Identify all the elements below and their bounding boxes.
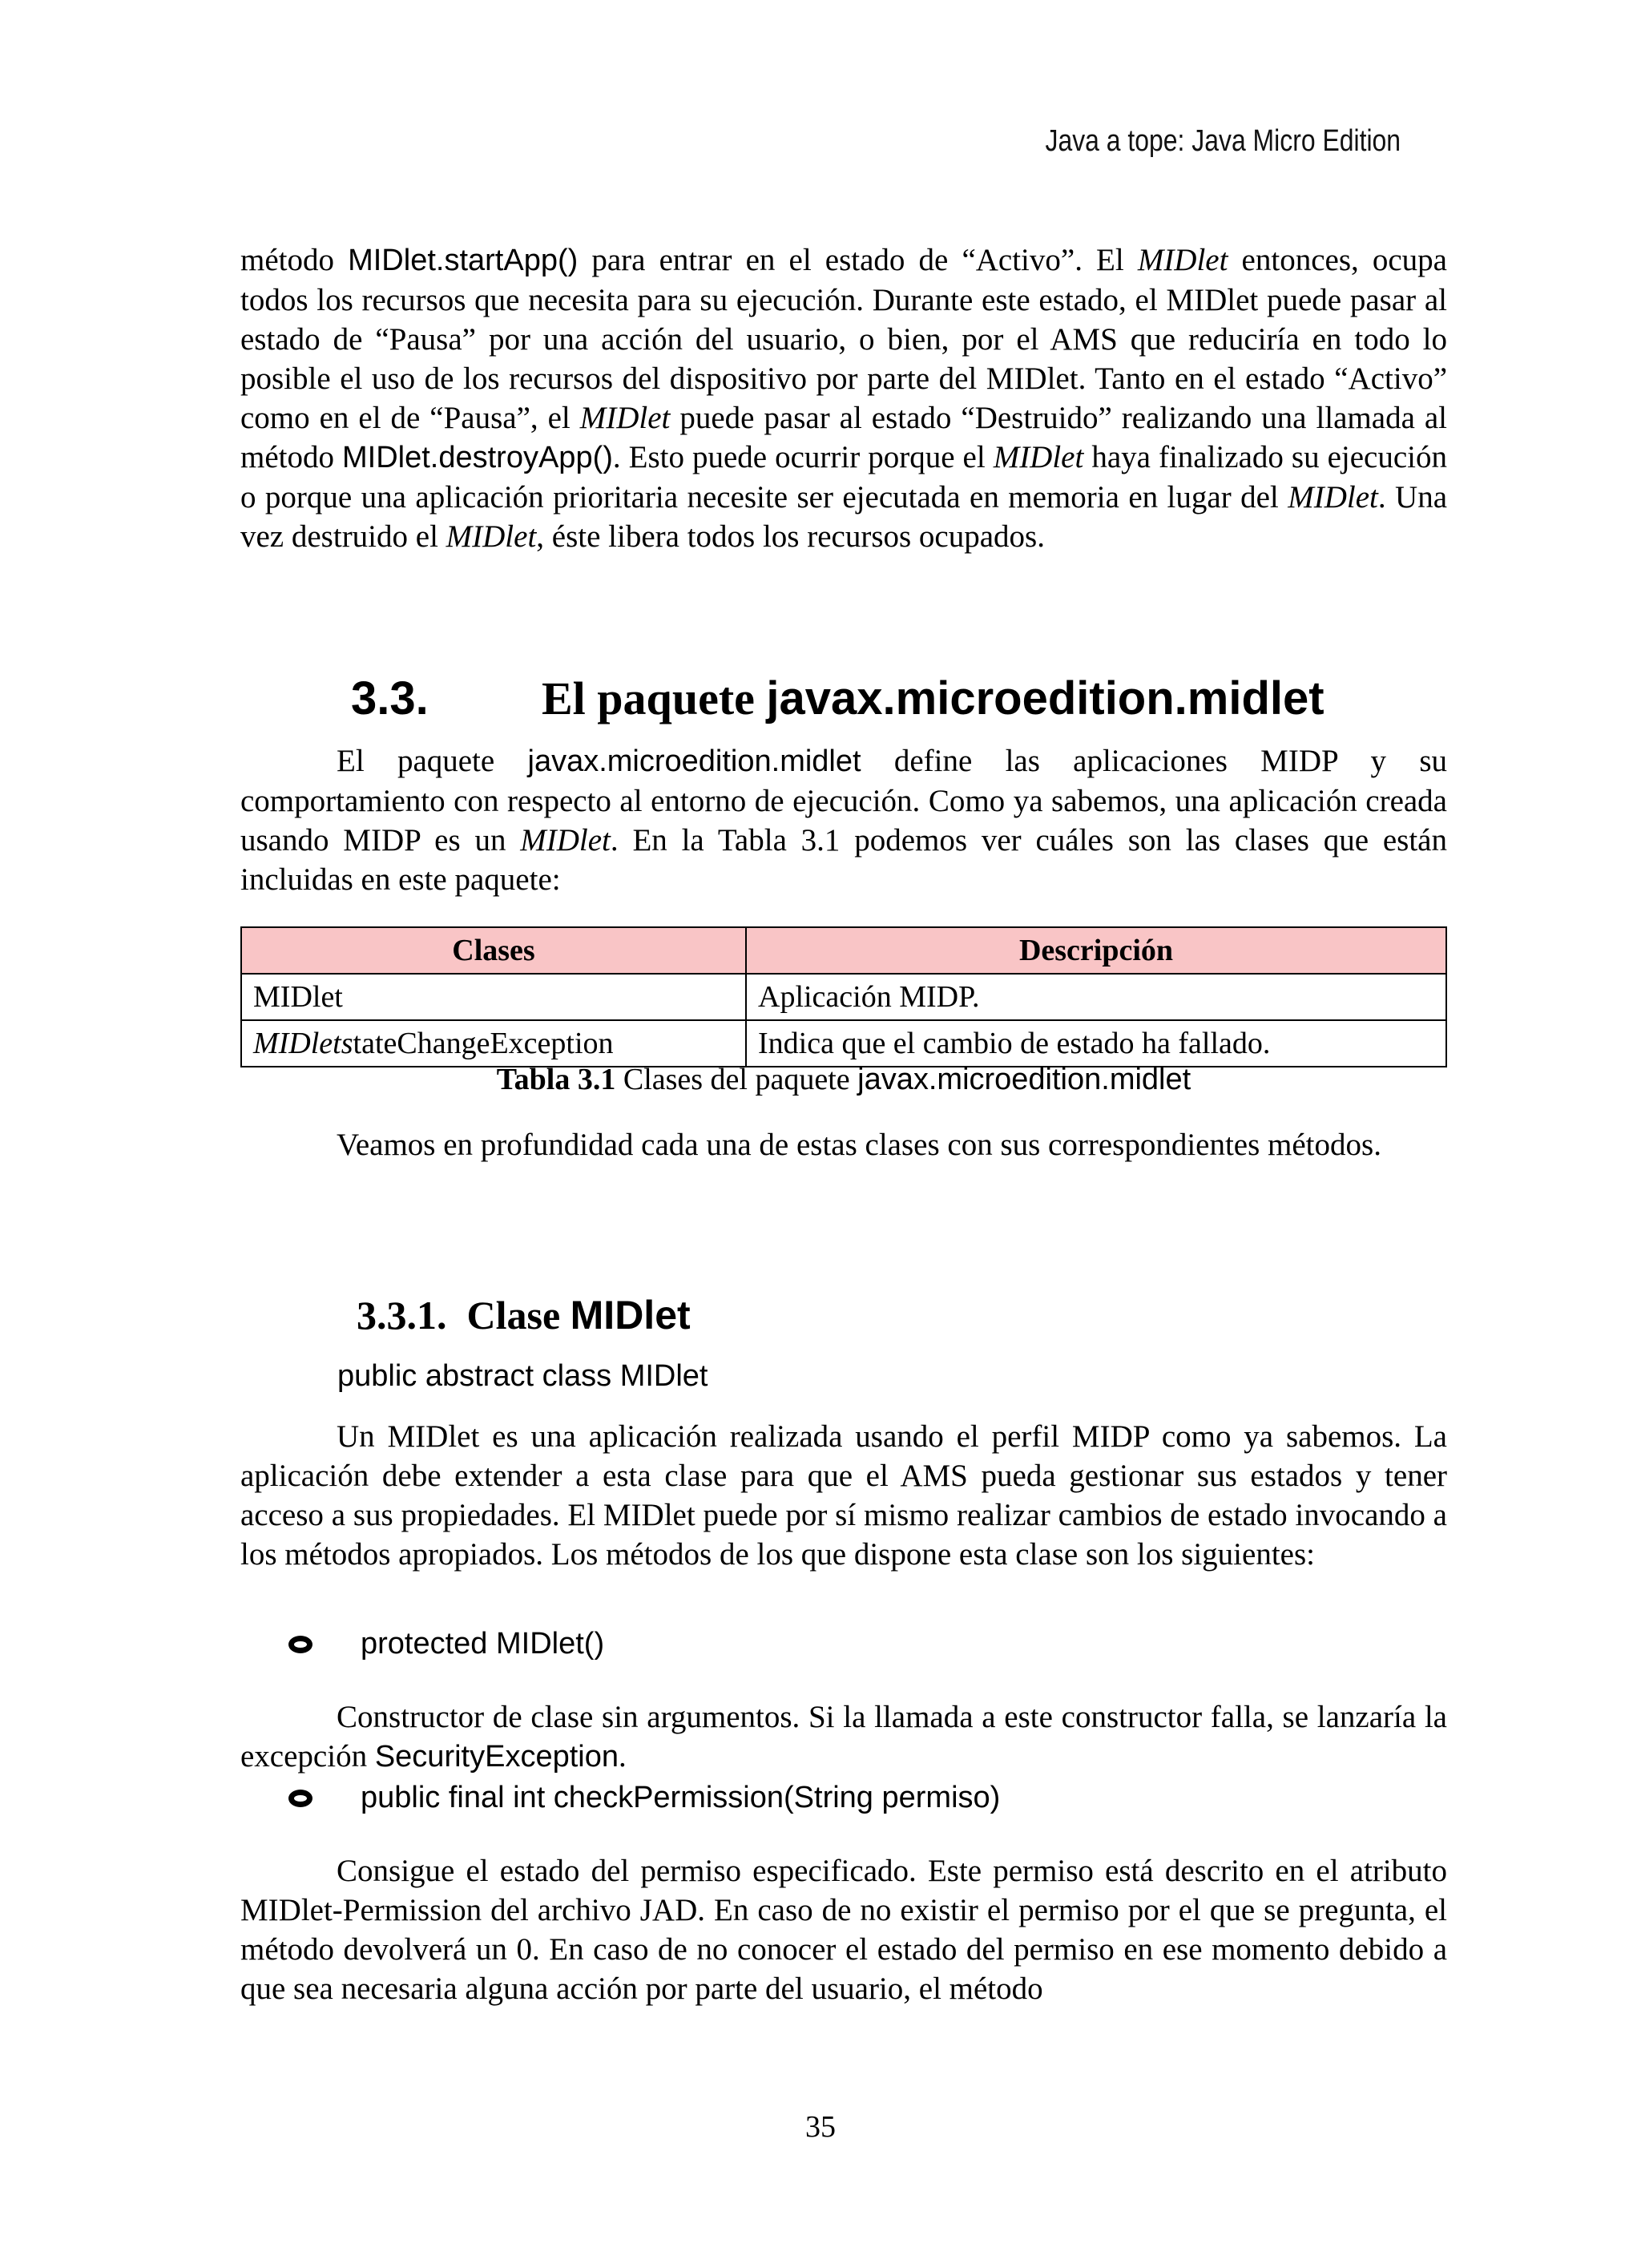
classes-table: [240, 926, 1447, 1067]
section-heading: 3.3. El paquete javax.microedition.midlet: [351, 672, 1324, 724]
class-signature: public abstract class MIDlet: [337, 1359, 708, 1393]
table-row: [241, 974, 1446, 1020]
subsection-heading: 3.3.1. Clase MIDlet: [357, 1293, 691, 1338]
table-row: [241, 1020, 1446, 1067]
code-destroyapp: MIDlet.destroyApp(): [342, 441, 613, 474]
after-table-paragraph: Veamos en profundidad cada una de estas clases con sus correspondientes métodos.: [337, 1128, 1381, 1162]
table-cell: Indica que el cambio de estado ha fallado.: [746, 1020, 1446, 1067]
class-paragraph: Un MIDlet es una aplicación realizada usando el perfil MIDP como ya sabemos. La aplicación debe extender a esta clase para que el AMS pueda gestionar sus estados y tener acceso a sus propiedades. El MIDlet puede por sí mismo realizar cambios de estado invocando a los métodos apropiados. Los métodos de los que dispone esta clase son los siguientes:: [240, 1419, 1447, 1572]
method-signature: public final int checkPermission(String permiso): [361, 1781, 1001, 1814]
table-cell: Aplicación MIDP.: [746, 974, 1446, 1020]
table-header-cell: Descripción: [746, 927, 1446, 974]
table-caption: Tabla 3.1 Clases del paquete javax.microedition.midlet: [496, 1063, 1191, 1096]
table-header-row: [241, 927, 1446, 974]
method-item: [288, 1627, 604, 1661]
method-item: [288, 1781, 1000, 1815]
page-number: 35: [805, 2110, 836, 2144]
method-description: Consigue el estado del permiso especificado. Este permiso está descrito en el atributo MIDlet-Permission del archivo JAD. En caso de no existir el permiso por el que se pregunta, el método devolverá un 0. En caso de no conocer el estado del permiso en ese momento debido a que sea necesaria alguna acción por parte del usuario, el método: [240, 1854, 1447, 2006]
method-signature: protected MIDlet(): [361, 1627, 605, 1661]
intro-paragraph: método MIDlet.startApp() para entrar en el estado de “Activo”. El MIDlet entonces, ocupa todos los recursos que necesita para su ejecución. Durante este estado, el MIDlet puede pasar al estado de “Pausa” por una acción del usuario, o bien, por el AMS que reduciría en todo lo posible el uso de los recursos del dispositivo por parte del MIDlet. Tanto en el estado “Activo” como en el de “Pausa”, el MIDlet puede pasar al estado “Destruido” realizando una llamada al método MIDlet.destroyApp(). Esto puede ocurrir porque el MIDlet haya finalizado su ejecución o porque una aplicación prioritaria necesite ser ejecutada en memoria en lugar del MIDlet. Una vez destruido el MIDlet, éste libera todos los recursos ocupados.: [240, 243, 1448, 554]
bullet-icon: [288, 1636, 312, 1653]
code-startapp: MIDlet.startApp(): [348, 244, 579, 277]
bullet-icon: [288, 1790, 312, 1807]
section-paragraph: El paquete javax.microedition.midlet define las aplicaciones MIDP y su comportamiento con respecto al entorno de ejecución. Como ya sabemos, una aplicación creada usando MIDP es un MIDlet. En la Tabla 3.1 podemos ver cuáles son las clases que están incluidas en este paquete:: [240, 744, 1447, 897]
section-number: 3.3.: [351, 672, 429, 724]
table-cell: MIDlet: [241, 974, 746, 1020]
method-description: Constructor de clase sin argumentos. Si la llamada a este constructor falla, se lanzaría la excepción SecurityException.: [240, 1700, 1447, 1774]
running-header: Java a tope: Java Micro Edition: [1045, 124, 1401, 158]
table-cell: MIDletstateChangeException: [241, 1020, 746, 1067]
table-header-cell: Clases: [241, 927, 746, 974]
